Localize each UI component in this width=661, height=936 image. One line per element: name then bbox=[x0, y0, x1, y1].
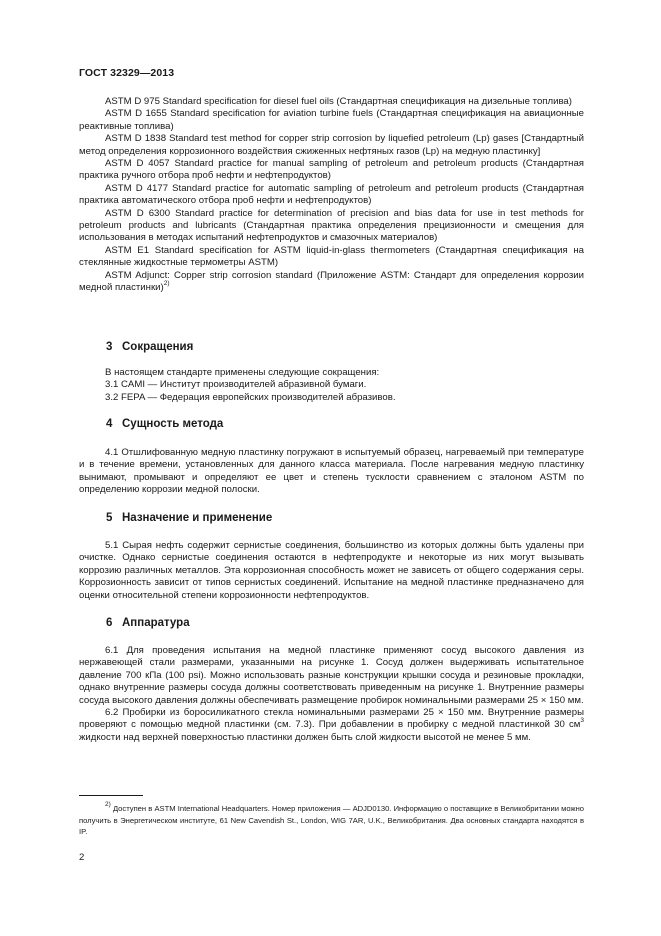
section-title: Аппаратура bbox=[122, 617, 190, 629]
footnote-text: Доступен в ASTM International Headquarters. Номер приложения — ADJD0130. Информацию о поставщике в Великобритании можно получить в Энергетическом институте, 61 New Cavendish St., London, WIG 7AR, U.K., Великобритания. Два основных стандарта находятся в IP. bbox=[79, 804, 584, 837]
list-item: 3.1 CAMI — Институт производителей абразивной бумаги. bbox=[105, 379, 367, 391]
section-heading-6 bbox=[106, 617, 190, 629]
paragraph: 6.1 Для проведения испытания на медной пластинке применяют сосуд высокого давления из нержавеющей стали размерами, указанными на рисунке 1. Сосуд должен выдерживать испытательное давление 700 кПа (100 psi). Можно использовать разные конструкции крышки сосуда и резиновые прокладки, однако внутренние размеры сосуда должны соответствовать приведенным на рисунке 1. Внутренние размеры сосуда высокого давления должны обеспечивать размещение пробирок номинальными размерами 25 × 150 мм. bbox=[79, 645, 584, 706]
section-4-body bbox=[79, 447, 584, 497]
normative-references bbox=[79, 96, 584, 295]
footnote-paragraph bbox=[79, 803, 584, 838]
reference-item bbox=[79, 270, 584, 295]
reference-text: ASTM Adjunct: Copper strip corrosion standard (Приложение ASTM: Стандарт для определения коррозии медной пластинки) bbox=[79, 269, 584, 294]
reference-item: ASTM D 4177 Standard practice for automatic sampling of petroleum and petroleum products (Стандартная практика автоматического отбора проб нефти и нефтепродуктов) bbox=[79, 182, 584, 207]
section-number: 6 bbox=[106, 617, 113, 629]
section-heading-3 bbox=[106, 341, 193, 353]
section-5-body bbox=[79, 540, 584, 602]
section-3-body bbox=[79, 367, 584, 404]
footnote-divider bbox=[79, 795, 143, 796]
section-heading-4 bbox=[106, 418, 223, 430]
footnote bbox=[79, 803, 584, 838]
list-item: 3.2 FEPA — Федерация европейских производителей абразивов. bbox=[105, 391, 396, 403]
section-heading-5 bbox=[106, 512, 272, 524]
section-title: Назначение и применение bbox=[122, 512, 273, 524]
section-number: 4 bbox=[106, 418, 113, 430]
footnote-ref: 2) bbox=[163, 279, 170, 287]
paragraph: 5.1 Сырая нефть содержит сернистые соединения, большинство из которых должны быть удалены при очистке. Однако сернистые соединения остаются в нефтепродукте и некоторые из них могут вызывать коррозию различных металлов. Эта коррозионная способность может не зависеть от общего содержания серы. Коррозионность зависит от типов сернистых соединений. Испытание на медной пластинке предназначено для оценки относительной степени коррозионности нефтепродуктов. bbox=[79, 540, 584, 601]
paragraph-text: жидкости над верхней поверхностью пластинки должен быть слой жидкости высотой не менее 5 мм. bbox=[79, 731, 531, 743]
section-title: Сокращения bbox=[122, 341, 194, 353]
page-number: 2 bbox=[79, 852, 85, 863]
section-number: 3 bbox=[106, 341, 113, 353]
reference-item: ASTM D 975 Standard specification for diesel fuel oils (Стандартная спецификация на дизельные топлива) bbox=[105, 96, 572, 107]
paragraph-text: 6.2 Пробирки из боросиликатного стекла номинальными размерами 25 × 150 мм. Внутренние размеры проверяют с помощью медной пластинки (см. 7.3). При добавлении в пробирку с медной пластинкой 30 см bbox=[79, 707, 584, 731]
reference-item: ASTM E1 Standard specification for ASTM liquid-in-glass thermometers (Стандартная спецификация на стеклянные жидкостные термометры ASTM) bbox=[79, 244, 584, 269]
reference-item: ASTM D 1838 Standard test method for copper strip corrosion by liquefied petroleum (Lp) gases [Стандартный метод определения коррозионного воздействия сжиженных нефтяных газов (Lp) на медную пластинку] bbox=[79, 133, 584, 157]
footnote-mark: 2) bbox=[105, 801, 111, 809]
reference-item: ASTM D 4057 Standard practice for manual sampling of petroleum and petroleum products (Стандартная практика ручного отбора проб нефти и нефтепродуктов) bbox=[79, 158, 584, 182]
section-title: Сущность метода bbox=[122, 418, 224, 430]
section-6-body bbox=[79, 645, 584, 744]
section-number: 5 bbox=[106, 512, 113, 524]
standard-header: ГОСТ 32329—2013 bbox=[79, 67, 175, 79]
reference-item: ASTM D 6300 Standard practice for determination of precision and bias data for use in test methods for petroleum products and lubricants (Стандартная практика определения прецизионности и смещения для использования в методах испытаний нефтепродуктов и смазочных материалов) bbox=[79, 207, 584, 244]
paragraph: В настоящем стандарте применены следующие сокращения: bbox=[105, 367, 380, 378]
paragraph: 4.1 Отшлифованную медную пластинку погружают в испытуемый образец, нагреваемый при температуре и в течение времени, установленных для данного класса материала. После нагревания медную пластинку вынимают, промывают и определяют ее цвет и степень тусклости сравнением с эталоном ASTM по определению коррозии медной полоски. bbox=[79, 447, 584, 496]
paragraph bbox=[79, 707, 584, 744]
reference-item: ASTM D 1655 Standard specification for aviation turbine fuels (Стандартная спецификация на авиационные реактивные топлива) bbox=[79, 108, 584, 132]
superscript: 3 bbox=[580, 717, 584, 725]
